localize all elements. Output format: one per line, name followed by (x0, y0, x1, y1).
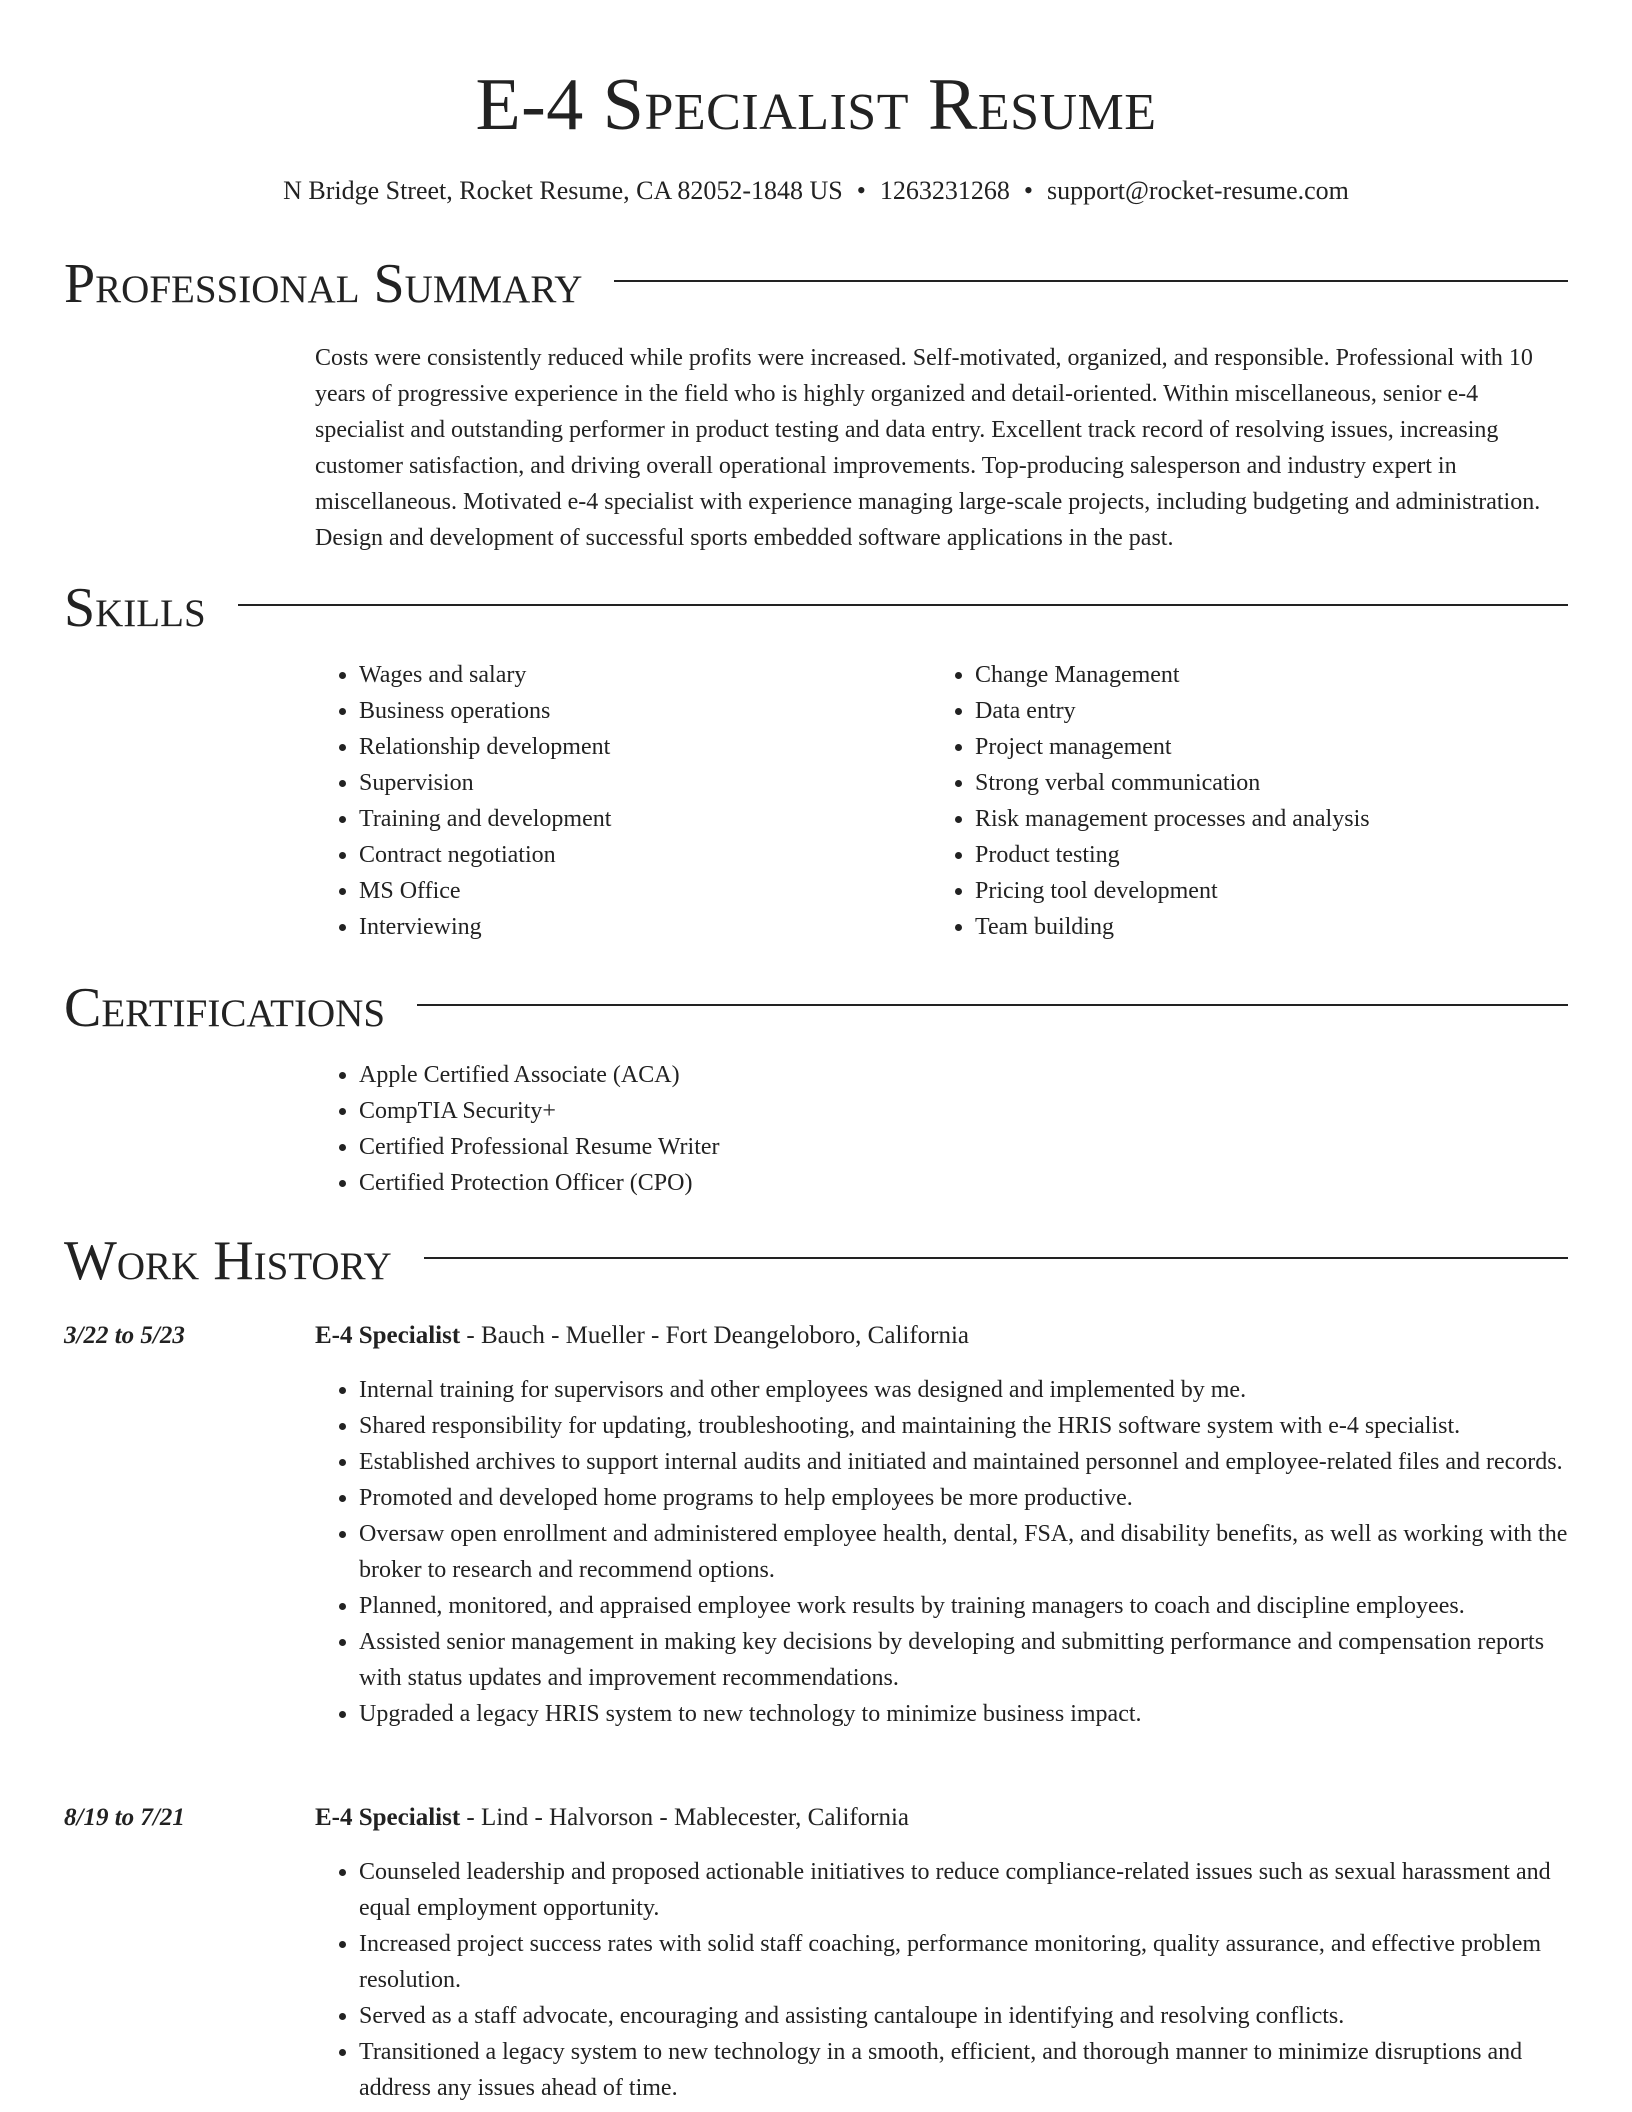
skill-item: • MS Office (359, 873, 919, 909)
skill-item: • Project management (975, 729, 1595, 765)
summary-heading: Professional Summary (64, 253, 583, 315)
skill-item: • Contract negotiation (359, 837, 919, 873)
skill-item: • Supervision (359, 765, 919, 801)
certification-item: • Apple Certified Associate (ACA) (359, 1057, 1259, 1093)
work-heading: Work History (64, 1230, 392, 1292)
skill-item: • Interviewing (359, 909, 919, 945)
summary-section-header (64, 252, 1568, 316)
contact-address: N Bridge Street, Rocket Resume, CA 82052-1848 US (283, 176, 843, 205)
section-divider (417, 1004, 1568, 1006)
skill-item: • Wages and salary (359, 657, 919, 693)
job-heading (315, 1318, 969, 1354)
certifications-list (315, 1057, 1259, 1201)
work-section-header (64, 1229, 1568, 1293)
job-heading (315, 1800, 909, 1836)
skill-item: • Change Management (975, 657, 1595, 693)
certification-item: • Certified Protection Officer (CPO) (359, 1165, 1259, 1201)
certification-item: • CompTIA Security+ (359, 1093, 1259, 1129)
summary-text: Costs were consistently reduced while profits were increased. Self-motivated, organized, and responsible. Professional with 10 years of progressive experience in the field who is highly organized and detail-oriented. Within miscellaneous, senior e-4 specialist and outstanding performer in product testing and data entry. Excellent track record of resolving issues, increasing customer satisfaction, and driving overall operational improvements. Top-producing salesperson and industry expert in miscellaneous. Motivated e-4 specialist with experience managing large-scale projects, including budgeting and administration. Design and development of successful sports embedded software applications in the past. (315, 345, 1541, 551)
skills-section-header (64, 576, 1568, 640)
skill-item: • Risk management processes and analysis (975, 801, 1595, 837)
skills-heading: Skills (64, 577, 206, 639)
contact-email: support@rocket-resume.com (1046, 176, 1349, 205)
job-bullet: • Upgraded a legacy HRIS system to new technology to minimize business impact. (359, 1696, 1568, 1732)
job-bullet: • Oversaw open enrollment and administered employee health, dental, FSA, and disability benefits, as well as working with the broker to research and recommend options. (359, 1516, 1568, 1588)
section-divider (238, 604, 1568, 606)
contact-line (0, 173, 1632, 209)
skill-item: • Relationship development (359, 729, 919, 765)
section-divider (614, 280, 1568, 282)
job-bullet: • Internal training for supervisors and other employees was designed and implemented by me. (359, 1372, 1568, 1408)
contact-separator: • (856, 176, 866, 205)
job-bullet: • Increased project success rates with solid staff coaching, performance monitoring, quality assurance, and effective problem resolution. (359, 1926, 1568, 1998)
skill-item: • Pricing tool development (975, 873, 1595, 909)
skill-item: • Training and development (359, 801, 919, 837)
section-divider (424, 1257, 1568, 1259)
resume-title: E-4 Specialist Resume (475, 64, 1157, 146)
job-bullet: • Counseled leadership and proposed actionable initiatives to reduce compliance-related issues such as sexual harassment and equal employment opportunity. (359, 1854, 1568, 1926)
contact-separator: • (1023, 176, 1033, 205)
certification-item: • Certified Professional Resume Writer (359, 1129, 1259, 1165)
job-dates: 8/19 to 7/21 (64, 1804, 185, 1831)
job-bullet: • Shared responsibility for updating, troubleshooting, and maintaining the HRIS software system with e-4 specialist. (359, 1408, 1568, 1444)
job-bullet: • Planned, monitored, and appraised employee work results by training managers to coach and discipline employees. (359, 1588, 1568, 1624)
certifications-section-header (64, 976, 1568, 1040)
job-bullet: • Assisted senior management in making key decisions by developing and submitting performance and compensation reports with status updates and improvement recommendations. (359, 1624, 1568, 1696)
skills-list-right (931, 657, 1595, 945)
job-bullets (315, 1372, 1568, 1732)
skill-item: • Strong verbal communication (975, 765, 1595, 801)
contact-phone: 1263231268 (879, 176, 1010, 205)
job-bullet: • Promoted and developed home programs to help employees be more productive. (359, 1480, 1568, 1516)
job-dates: 3/22 to 5/23 (64, 1322, 185, 1349)
job-role: E-4 Specialist (315, 1322, 461, 1349)
job-role: E-4 Specialist (315, 1804, 461, 1831)
skills-list-left (315, 657, 919, 945)
job-bullets (315, 1854, 1568, 2106)
job-bullet: • Transitioned a legacy system to new technology in a smooth, efficient, and thorough manner to minimize disruptions and address any issues ahead of time. (359, 2034, 1568, 2106)
job-bullet: • Served as a staff advocate, encouraging and assisting cantaloupe in identifying and resolving conflicts. (359, 1998, 1568, 2034)
skill-item: • Business operations (359, 693, 919, 729)
job-employer: - Lind - Halvorson - Mablecester, California (460, 1804, 910, 1831)
job-bullet: • Established archives to support internal audits and initiated and maintained personnel and employee-related files and records. (359, 1444, 1568, 1480)
skill-item: • Team building (975, 909, 1595, 945)
certifications-heading: Certifications (64, 977, 386, 1039)
skill-item: • Product testing (975, 837, 1595, 873)
job-employer: - Bauch - Mueller - Fort Deangeloboro, California (460, 1322, 970, 1349)
skill-item: • Data entry (975, 693, 1595, 729)
